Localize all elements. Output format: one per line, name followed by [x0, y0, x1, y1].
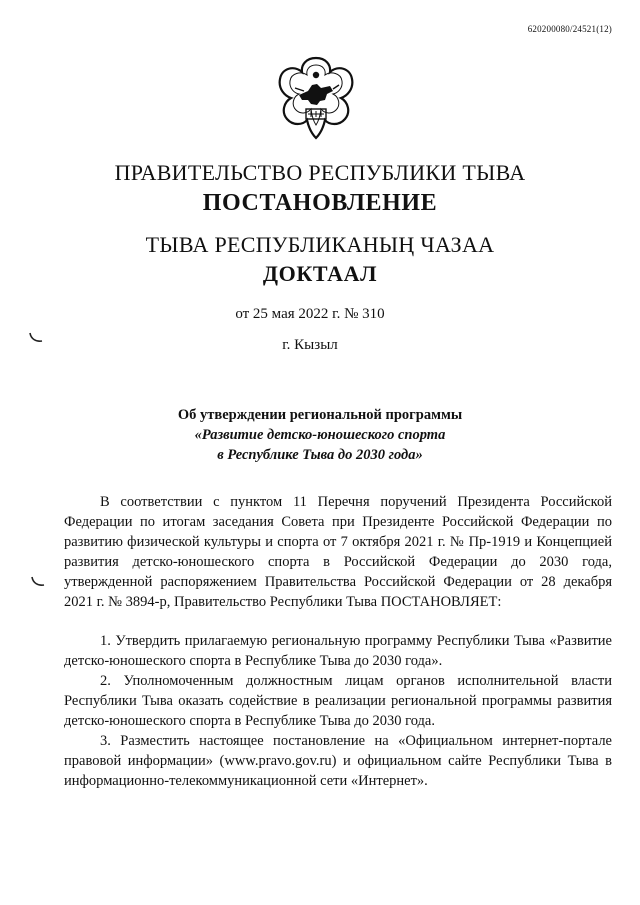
decree-title-ru: ПОСТАНОВЛЕНИЕ: [202, 190, 438, 216]
binding-mark-icon: [28, 330, 44, 344]
item-1-paragraph: 1. Утвердить прилагаемую региональную программу Республики Тыва «Развитие детско-юношеского спорта в Республике Тыва до 2030 года».: [64, 633, 612, 669]
decree-title-tyv: ДОКТААЛ: [262, 261, 378, 286]
item-3-paragraph: 3. Разместить настоящее постановление на «Официальном интернет-портале правовой информации» (www.pravo.gov.ru) и официальном сайте Республики Тыва в информационно-телекоммуникационной сети «Интернет».: [64, 733, 612, 789]
decree-body: [64, 492, 612, 791]
government-title-tyv: ТЫВА РЕСПУБЛИКАНЫҢ ЧАЗАА: [145, 232, 495, 257]
decree-title-line2: «Развитие детско-юношеского спорта: [194, 427, 446, 443]
decree-title: [10, 405, 630, 465]
decree-date-number: от 25 мая 2022 г. № 310: [235, 306, 385, 322]
document-id: 620200080/24521(12): [527, 24, 612, 34]
decree-city: г. Кызыл: [282, 337, 338, 353]
government-title-ru: ПРАВИТЕЛЬСТВО РЕСПУБЛИКИ ТЫВА: [114, 160, 526, 185]
decree-title-line3: в Республике Тыва до 2030 года»: [217, 447, 423, 463]
emblem-icon: [275, 55, 357, 141]
binding-mark-icon: [30, 574, 46, 588]
preamble-paragraph: В соответствии с пунктом 11 Перечня поручений Президента Российской Федерации по итогам заседания Совета при Президенте Российской Федерации по развитию физической культуры и спорта от 7 октября 2021 г. № Пр-1919 и Концепцией развития детско-юношеского спорта в Российской Федерации до 2030 года, утвержденной распоряжением Правительства Российской Федерации от 28 декабря 2021 г. № 3894-р, Правительство Республики Тыва ПОСТАНОВЛЯЕТ:: [64, 494, 612, 610]
item-2-paragraph: 2. Уполномоченным должностным лицам органов исполнительной власти Республики Тыва оказать содействие в реализации региональной программы развития детско-юношеского спорта в Республике Тыва до 2030 года.: [64, 673, 612, 729]
decree-title-line1: Об утверждении региональной программы: [177, 407, 463, 423]
